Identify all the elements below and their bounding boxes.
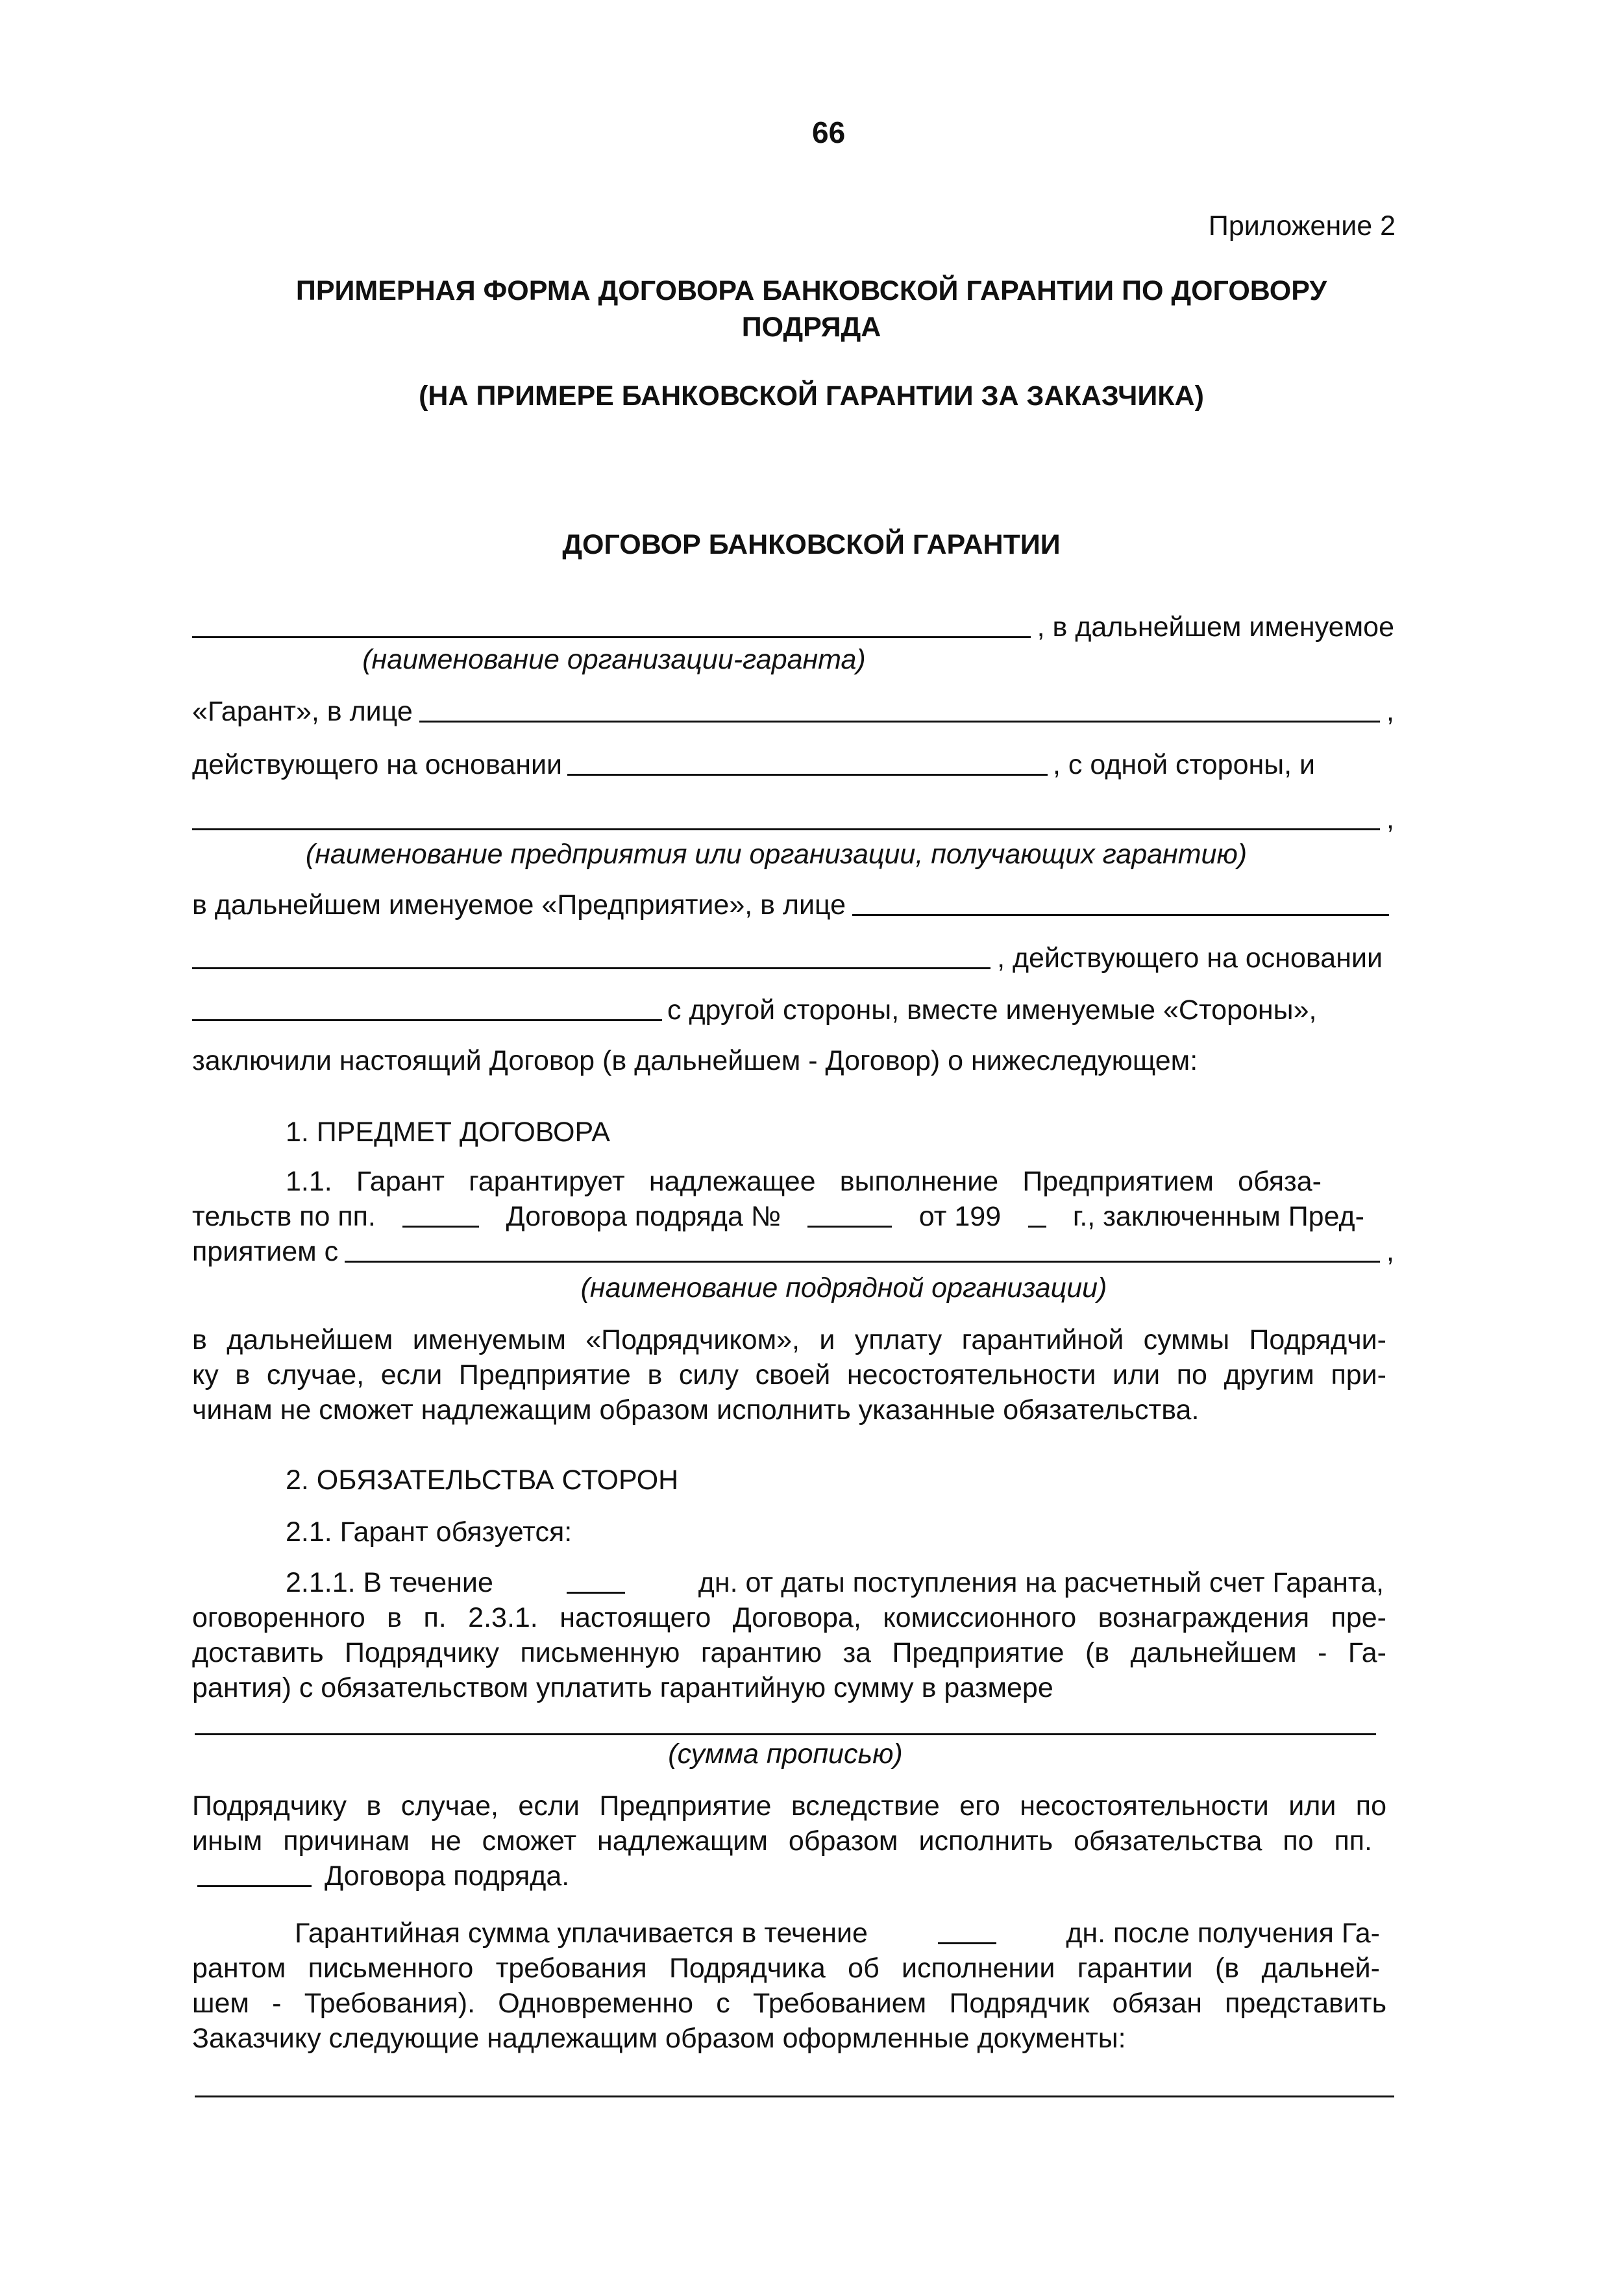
contract-number-blank[interactable] (807, 1226, 892, 1228)
intro-line5-prefix: в дальнейшем именуемое «Предприятие», в лице (192, 889, 846, 921)
caption-amount: (сумма прописью) (668, 1738, 903, 1770)
contractor-name-blank[interactable] (345, 1261, 1380, 1263)
intro-line2 (192, 695, 1394, 728)
intro-line8: заключили настоящий Договор (в дальнейшем - Договор) о нижеследующем: (192, 1045, 1198, 1076)
intro-line7-suffix: с другой стороны, вместе именуемые «Стороны», (667, 995, 1317, 1026)
section1-p1-line2-c: от 199 (918, 1201, 1002, 1232)
days-blank[interactable] (567, 1592, 625, 1594)
page-title-line1: ПРИМЕРНАЯ ФОРМА ДОГОВОРА БАНКОВСКОЙ ГАРАНТИИ ПО ДОГОВОРУ (295, 275, 1327, 306)
guarantor-basis-blank[interactable] (567, 774, 1048, 776)
intro-line1 (192, 610, 1394, 644)
intro-line1-suffix: , в дальнейшем именуемое (1037, 612, 1394, 643)
section2-p1-line2: оговоренного в п. 2.3.1. настоящего Договора, комиссионного вознаграждения пре- (192, 1602, 1386, 1633)
intro-line3-prefix: действующего на основании (192, 749, 563, 780)
section1-heading: 1. ПРЕДМЕТ ДОГОВОРА (286, 1117, 610, 1148)
enterprise-basis-blank[interactable] (192, 1019, 662, 1021)
section2-p2-line3-text: Договора подряда. (325, 1861, 570, 1892)
caption-enterprise: (наименование предприятия или организации, получающих гарантию) (305, 839, 1248, 870)
enterprise-name-blank[interactable] (192, 828, 1380, 830)
clause-number-blank[interactable] (402, 1226, 479, 1228)
section2-p2-line1: Подрядчику в случае, если Предприятие вследствие его несостоятельности или по (192, 1790, 1386, 1822)
section2-p1-line3: доставить Подрядчику письменную гарантию за Предприятие (в дальнейшем - Га- (192, 1637, 1386, 1668)
appendix-label: Приложение 2 (1208, 210, 1396, 241)
intro-line7 (192, 993, 1394, 1027)
section1-p1-line2 (192, 1200, 1364, 1233)
section2-p1-line4: рантия) с обязательством уплатить гарантийную сумму в размере (192, 1672, 1053, 1703)
intro-line6-suffix: , действующего на основании (997, 943, 1383, 974)
section1-p1-line3-suffix: , (1386, 1236, 1394, 1267)
intro-line3-suffix: , с одной стороны, и (1053, 749, 1316, 780)
section1-p1-line2-a: тельств по пп. (192, 1201, 376, 1232)
payment-days-blank[interactable] (938, 1942, 996, 1944)
intro-line4 (192, 802, 1394, 836)
intro-line2-prefix: «Гарант», в лице (192, 696, 413, 727)
intro-line2-suffix: , (1386, 696, 1394, 727)
year-blank[interactable] (1028, 1226, 1046, 1228)
section2-p2-line2: иным причинам не сможет надлежащим образом исполнить обязательства по пп. (192, 1825, 1372, 1857)
enterprise-representative-cont-blank[interactable] (192, 967, 990, 969)
section2-p1-line1-a: 2.1.1. В течение (286, 1567, 493, 1598)
contract-title: ДОГОВОР БАНКОВСКОЙ ГАРАНТИИ (562, 529, 1061, 560)
section2-p3-line2: рантом письменного требования Подрядчика об исполнении гарантии (в дальней- (192, 1953, 1380, 1984)
section2-p3-line1-a: Гарантийная сумма уплачивается в течение (295, 1918, 868, 1949)
section2-p1-line1-b: дн. от даты поступления на расчетный счет Гаранта, (698, 1567, 1384, 1598)
section1-p1-line3-prefix: приятием с (192, 1236, 339, 1267)
section1-p2-line1: в дальнейшем именуемым «Подрядчиком», и уплату гарантийной суммы Подрядчи- (192, 1324, 1386, 1355)
section1-p1-line2-d: г., заключенным Пред- (1072, 1201, 1364, 1232)
caption-guarantor: (наименование организации-гаранта) (362, 644, 866, 675)
section2-p3-line3: шем - Требования). Одновременно с Требованием Подрядчик обязан представить (192, 1988, 1386, 2019)
intro-line4-suffix: , (1386, 804, 1394, 835)
section2-p1-line1 (286, 1566, 1384, 1600)
page-subtitle: (НА ПРИМЕРЕ БАНКОВСКОЙ ГАРАНТИИ ЗА ЗАКАЗЧИКА) (419, 380, 1204, 412)
guarantor-representative-blank[interactable] (419, 721, 1380, 723)
caption-contractor: (наименование подрядной организации) (580, 1272, 1107, 1304)
intro-line3 (192, 748, 1394, 782)
section2-p3-line1-b: дн. после получения Га- (1066, 1918, 1380, 1949)
section2-p3-line1 (295, 1916, 1380, 1950)
clause-number-blank-2[interactable] (197, 1885, 312, 1887)
section2-heading: 2. ОБЯЗАТЕЛЬСТВА СТОРОН (286, 1465, 679, 1496)
intro-line5 (192, 888, 1389, 922)
section2-p2-line3 (192, 1859, 569, 1893)
intro-line6 (192, 941, 1383, 975)
page-number: 66 (812, 116, 846, 149)
section1-p2-line2: ку в случае, если Предприятие в силу своей несостоятельности или по другим при- (192, 1359, 1386, 1391)
amount-blank[interactable] (195, 1733, 1376, 1735)
section2-p3-line4: Заказчику следующие надлежащим образом оформленные документы: (192, 2023, 1126, 2054)
section2-sub1: 2.1. Гарант обязуется: (286, 1516, 572, 1548)
documents-blank[interactable] (195, 2095, 1394, 2097)
section1-p1-line3 (192, 1235, 1394, 1268)
page-title-line2: ПОДРЯДА (741, 312, 881, 343)
section1-p2-line3: чинам не сможет надлежащим образом исполнить указанные обязательства. (192, 1394, 1200, 1426)
enterprise-representative-blank[interactable] (852, 914, 1389, 916)
guarantor-name-blank[interactable] (192, 636, 1031, 638)
section1-p1-line1: 1.1. Гарант гарантирует надлежащее выполнение Предприятием обяза- (286, 1166, 1322, 1197)
section1-p1-line2-b: Договора подряда № (506, 1201, 781, 1232)
